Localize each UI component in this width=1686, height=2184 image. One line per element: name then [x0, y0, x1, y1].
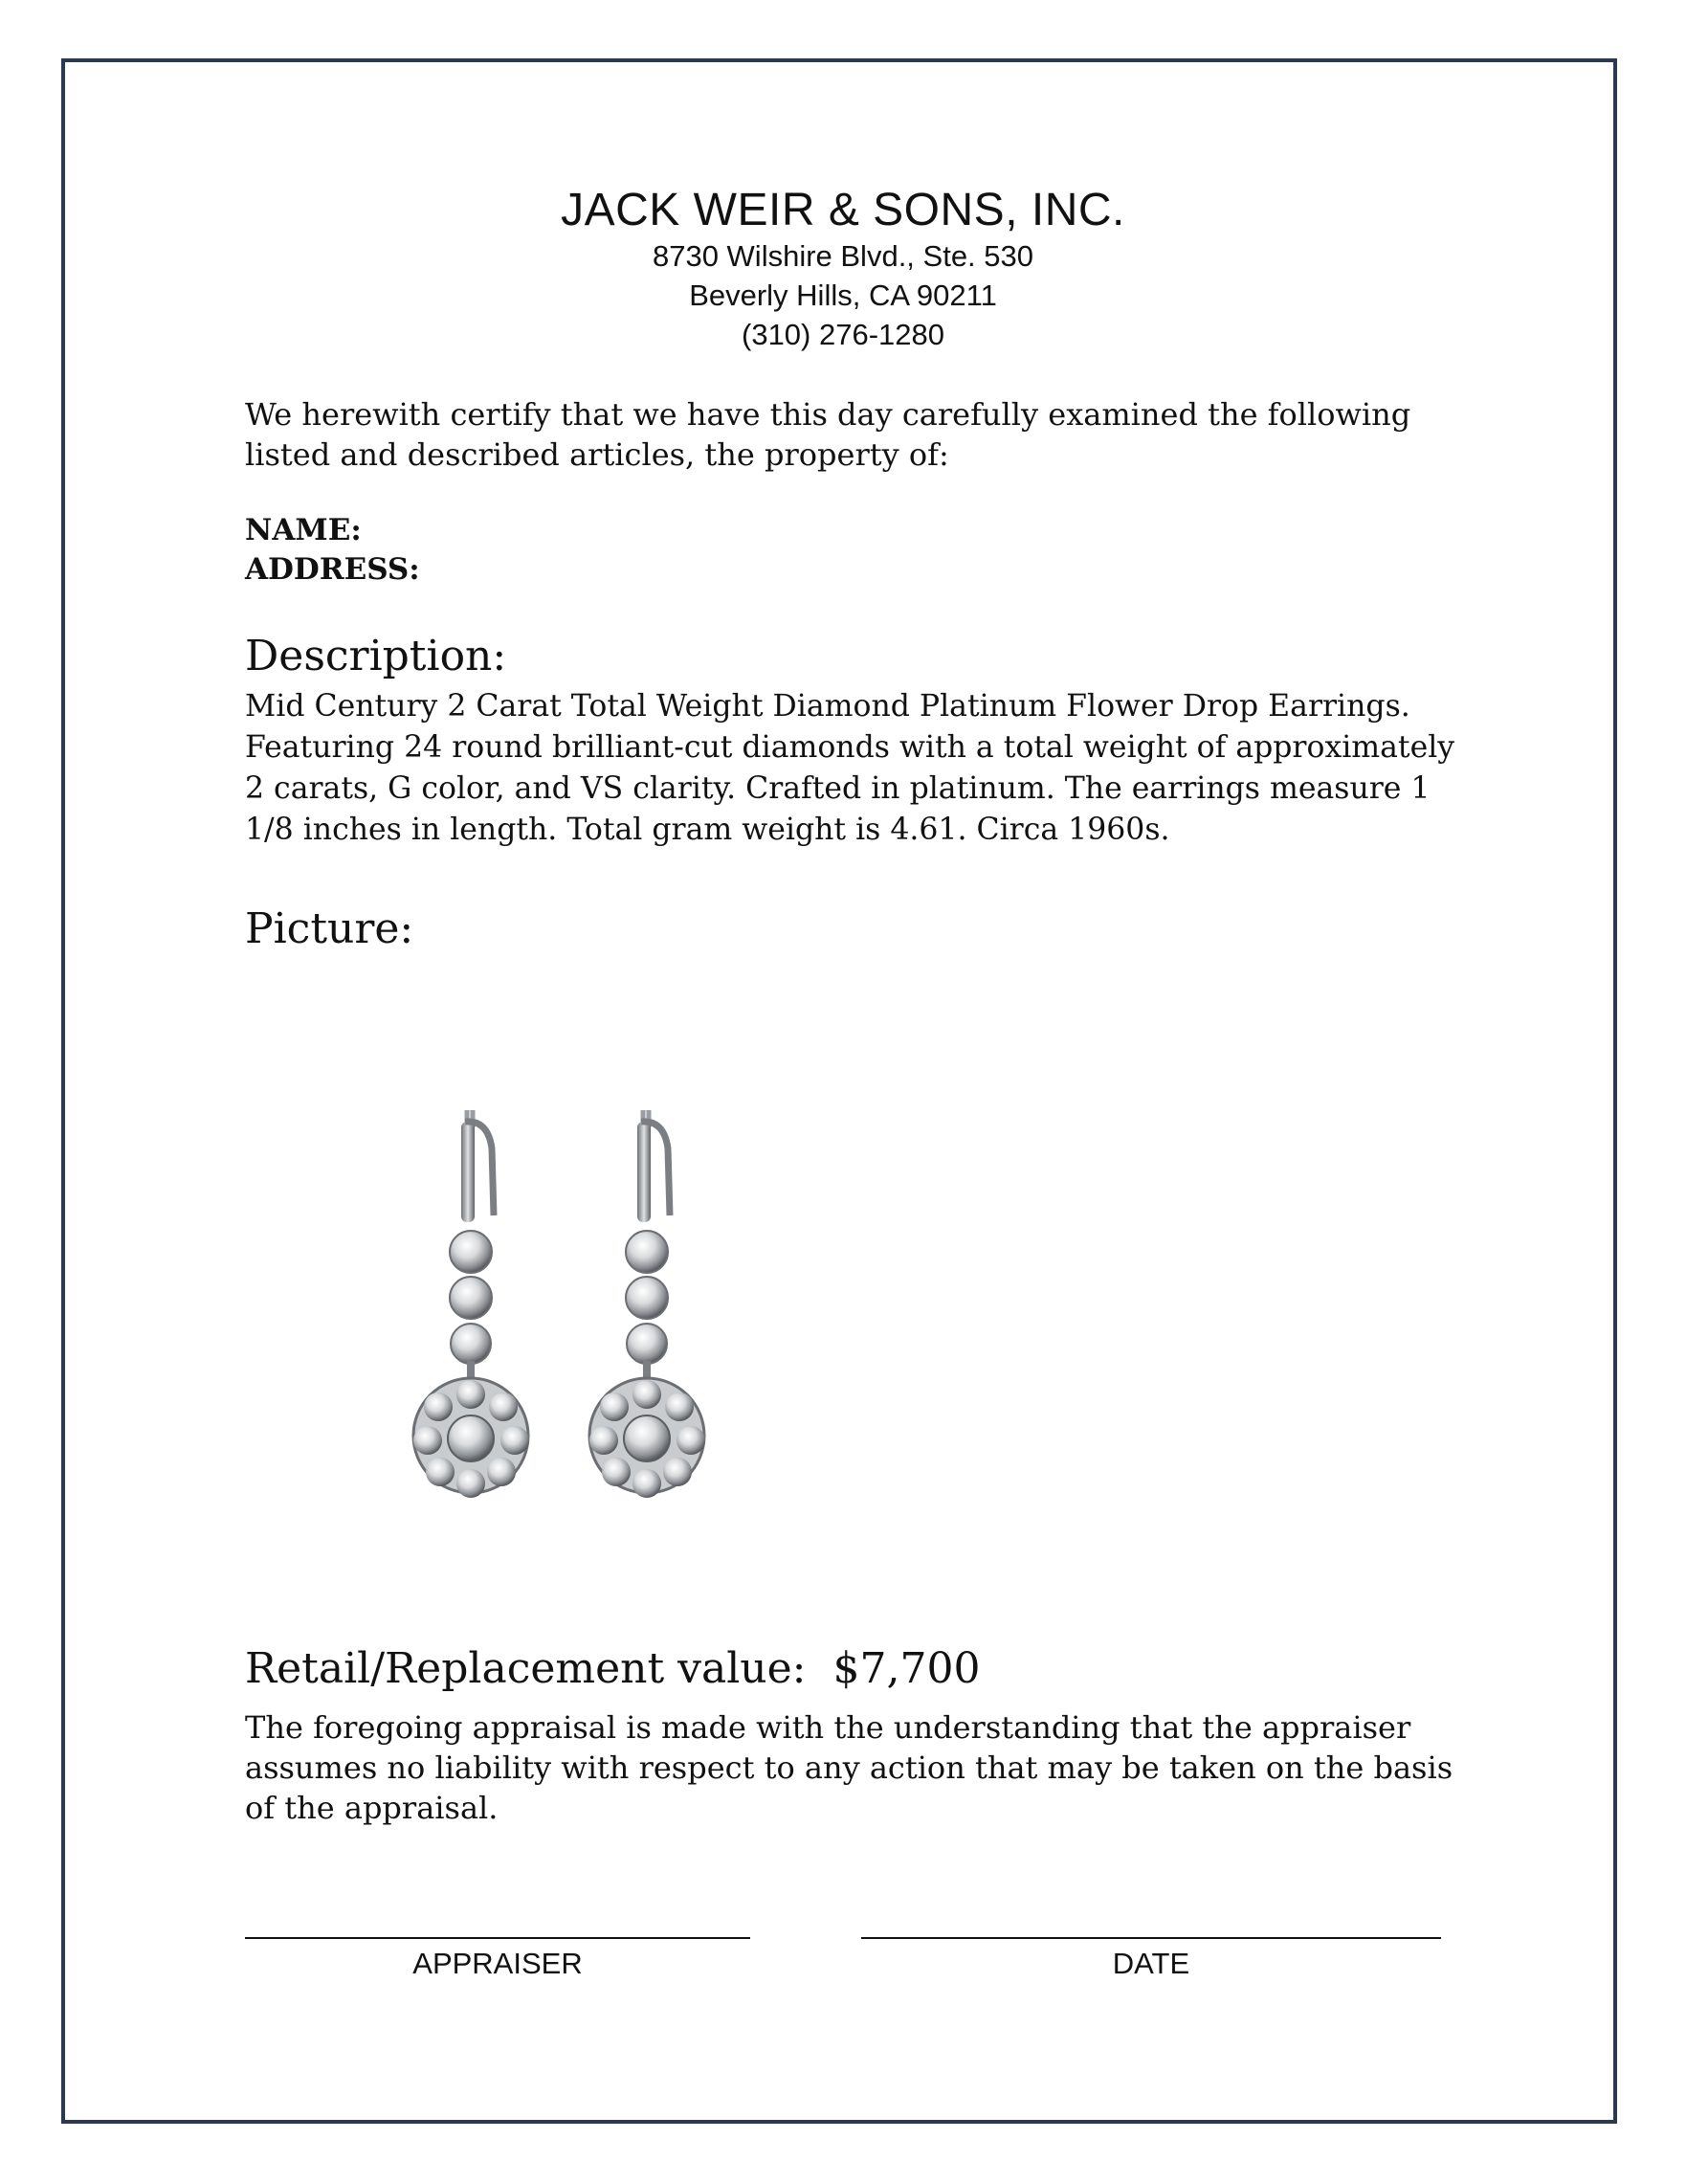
right-earring: [589, 1110, 705, 1498]
address-label: ADDRESS:: [245, 552, 420, 587]
earrings-photo: [402, 1110, 746, 1550]
replacement-value: Retail/Replacement value: $7,700: [245, 1644, 981, 1693]
appraiser-signature-line: [245, 1937, 750, 1939]
left-earring: [413, 1110, 529, 1498]
company-address-line1: 8730 Wilshire Blvd., Ste. 530: [652, 239, 1034, 273]
name-label: NAME:: [245, 513, 362, 547]
company-address-line2: Beverly Hills, CA 90211: [689, 279, 997, 312]
date-signature-line: [861, 1937, 1441, 1939]
date-label: DATE: [1112, 1947, 1190, 1980]
appraisal-disclaimer: The foregoing appraisal is made with the understanding that the appraiser assumes no liability with respect to any action that may be taken on the basis of the appraisal.: [245, 1709, 1453, 1826]
certification-intro: We herewith certify that we have this day carefully examined the following listed and described articles, the property of:: [245, 396, 1411, 473]
company-phone: (310) 276-1280: [742, 318, 944, 351]
description-heading: Description:: [245, 632, 507, 680]
description-text: Mid Century 2 Carat Total Weight Diamond Platinum Flower Drop Earrings. Featuring 24 round brilliant-cut diamonds with a total weight of approximately 2 carats, G color, and VS clarity. Crafted in platinum. The earrings measure 1 1/8 inches in length. Total gram weight is 4.61. Circa 1960s.: [245, 689, 1455, 847]
company-name: JACK WEIR & SONS, INC.: [561, 185, 1125, 235]
picture-heading: Picture:: [245, 904, 414, 953]
appraiser-label: APPRAISER: [412, 1947, 583, 1980]
